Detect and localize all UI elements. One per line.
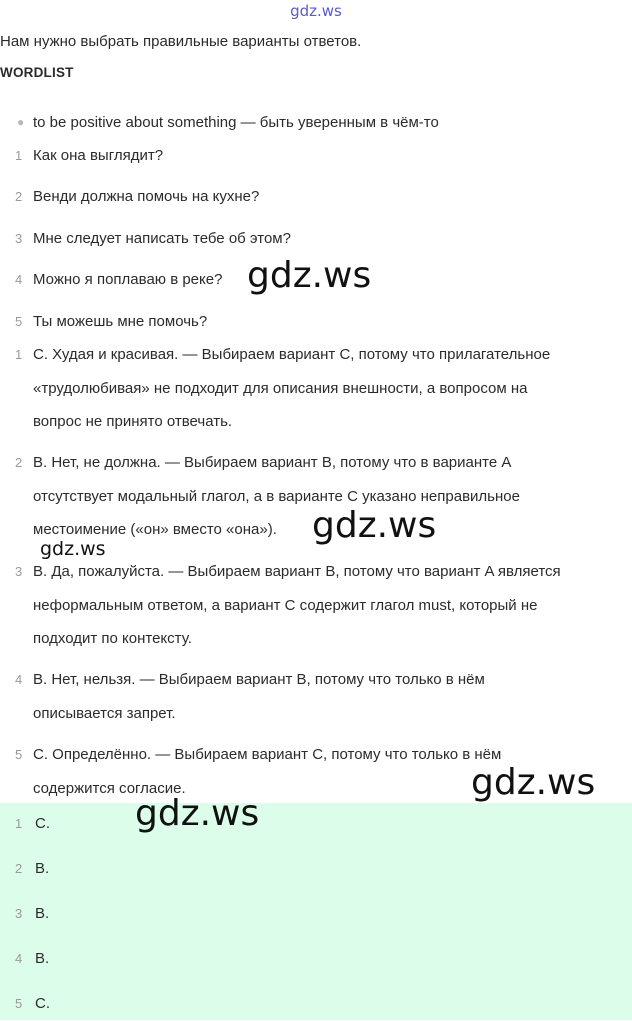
explanation-number: 4 [15, 672, 23, 687]
question-text: Мне следует написать тебе об этом? [33, 230, 291, 247]
answer-text: C. [35, 995, 50, 1012]
explanation-line: C. Определённо. — Выбираем вариант C, потому что только в нём [33, 746, 502, 763]
watermark: gdz.ws [135, 793, 260, 834]
question-text: Можно я поплаваю в реке? [33, 271, 223, 288]
explanation-text [33, 663, 625, 730]
explanation-number: 3 [15, 564, 23, 579]
question-number: 5 [15, 314, 23, 329]
explanation-line: неформальным ответом, а вариант C содержит глагол must, который не [33, 596, 538, 614]
answer-number: 3 [15, 906, 23, 921]
site-watermark: gdz.ws [290, 2, 342, 20]
answer-number: 4 [15, 951, 23, 966]
watermark: gdz.ws [312, 505, 437, 546]
answer-text: B. [35, 950, 50, 967]
intro-text: Нам нужно выбрать правильные варианты ответов. [0, 33, 362, 50]
wordlist-item-text: to be positive about something — быть уверенным в чём-то [33, 114, 439, 131]
question-text: Как она выглядит? [33, 147, 164, 164]
explanation-number: 5 [15, 747, 23, 762]
answer-text: B. [35, 905, 50, 922]
explanation-text [33, 338, 625, 439]
explanation-line: B. Нет, нельзя. — Выбираем вариант B, потому что только в нём [33, 671, 485, 688]
answer-number: 1 [15, 816, 23, 831]
wordlist-heading: WORDLIST [0, 65, 74, 80]
explanation-line: вопрос не принято отвечать. [33, 413, 233, 430]
question-number: 4 [15, 272, 23, 287]
answers-block [0, 803, 632, 1020]
explanation-number: 2 [15, 455, 23, 470]
explanation-line: «трудолюбивая» не подходит для описания внешности, а вопросом на [33, 379, 528, 397]
question-number: 1 [15, 148, 23, 163]
explanation-line: отсутствует модальный глагол, а в варианте C указано неправильное [33, 487, 520, 505]
explanation-line: B. Да, пожалуйста. — Выбираем вариант B, потому что вариант A является [33, 563, 561, 580]
answer-number: 2 [15, 861, 23, 876]
explanation-number: 1 [15, 347, 23, 362]
question-number: 3 [15, 231, 23, 246]
explanation-line: местоимение («он» вместо «она»). [33, 521, 277, 538]
question-text: Венди должна помочь на кухне? [33, 188, 260, 205]
answer-text: B. [35, 860, 50, 877]
explanation-line: C. Худая и красивая. — Выбираем вариант C, потому что прилагательное [33, 346, 551, 363]
explanation-line: B. Нет, не должна. — Выбираем вариант B, потому что в варианте A [33, 454, 512, 471]
explanation-line: содержится согласие. [33, 779, 186, 797]
question-text: Ты можешь мне помочь? [33, 313, 208, 330]
watermark: gdz.ws [247, 255, 372, 296]
explanation-text [33, 555, 625, 656]
answer-number: 5 [15, 996, 23, 1011]
question-number: 2 [15, 189, 23, 204]
bullet-icon: ● [17, 115, 25, 129]
watermark: gdz.ws [40, 538, 106, 560]
answer-text: C. [35, 815, 50, 832]
watermark: gdz.ws [471, 762, 596, 803]
explanation-line: подходит по контексту. [33, 630, 192, 647]
explanation-line: описывается запрет. [33, 704, 176, 722]
